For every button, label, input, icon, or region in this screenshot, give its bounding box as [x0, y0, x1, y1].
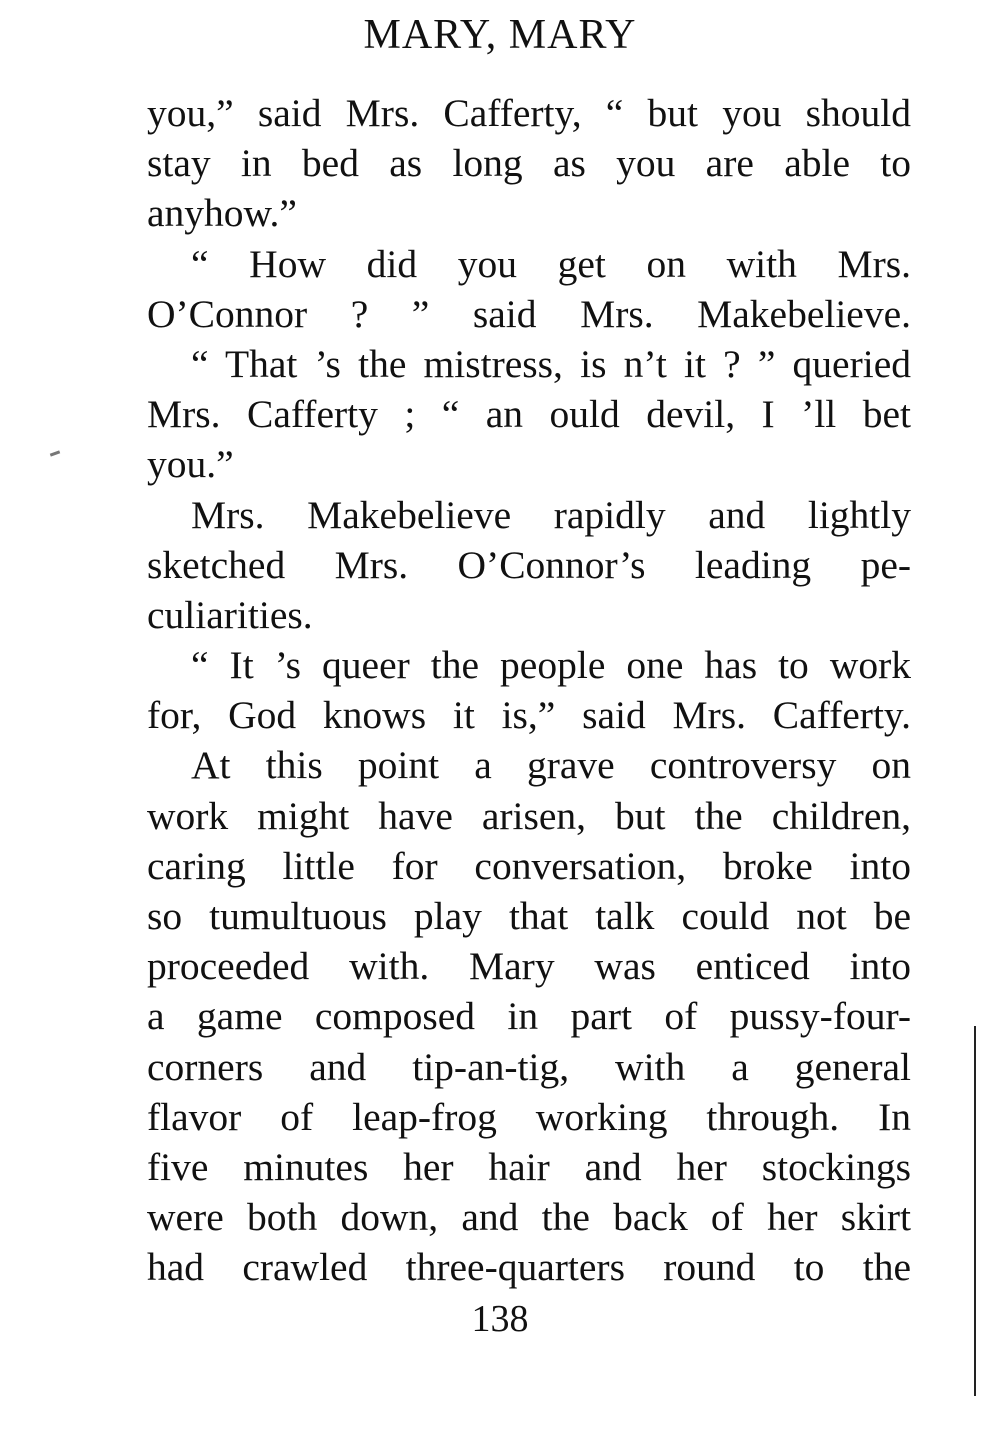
text-line: had crawled three-quarters round to the: [147, 1245, 911, 1290]
text-line: “ How did you get on with Mrs.: [191, 241, 911, 286]
text-line: you.”: [147, 442, 234, 487]
text-line: work might have arisen, but the children,: [147, 793, 911, 838]
text-line: Mrs. Cafferty ; “ an ould devil, I ’ll bet: [147, 392, 911, 437]
text-line: were both down, and the back of her skirt: [147, 1195, 911, 1240]
text-line: At this point a grave controversy on: [191, 743, 911, 788]
text-line: sketched Mrs. O’Connor’s leading pe-: [147, 542, 911, 587]
text-line: flavor of leap-frog working through. In: [147, 1094, 911, 1139]
body-text: [147, 88, 911, 1293]
text-line: proceeded with. Mary was enticed into: [147, 944, 911, 989]
text-line: corners and tip-an-tig, with a general: [147, 1044, 911, 1089]
text-line: O’Connor ? ” said Mrs. Makebelieve.: [147, 291, 911, 336]
text-line: you,” said Mrs. Cafferty, “ but you should: [147, 91, 911, 135]
text-line: for, God knows it is,” said Mrs. Cafferty.: [147, 693, 911, 738]
scan-speck: [50, 450, 60, 456]
text-line: culiarities.: [147, 592, 313, 637]
text-line: so tumultuous play that talk could not be: [147, 894, 911, 938]
page-number: 138: [471, 1298, 529, 1340]
binding-edge-rule: [974, 1026, 976, 1396]
text-line: “ It ’s queer the people one has to work: [191, 643, 911, 688]
text-line: stay in bed as long as you are able to: [147, 141, 911, 186]
text-line: “ That ’s the mistress, is n’t it ? ” queried: [191, 341, 911, 386]
text-line: anyhow.”: [147, 191, 297, 236]
running-head: MARY, MARY: [363, 12, 637, 58]
text-line: Mrs. Makebelieve rapidly and lightly: [191, 492, 911, 537]
text-line: five minutes her hair and her stockings: [147, 1144, 911, 1189]
text-line: caring little for conversation, broke into: [147, 843, 911, 888]
text-line: a game composed in part of pussy-four-: [147, 994, 911, 1039]
